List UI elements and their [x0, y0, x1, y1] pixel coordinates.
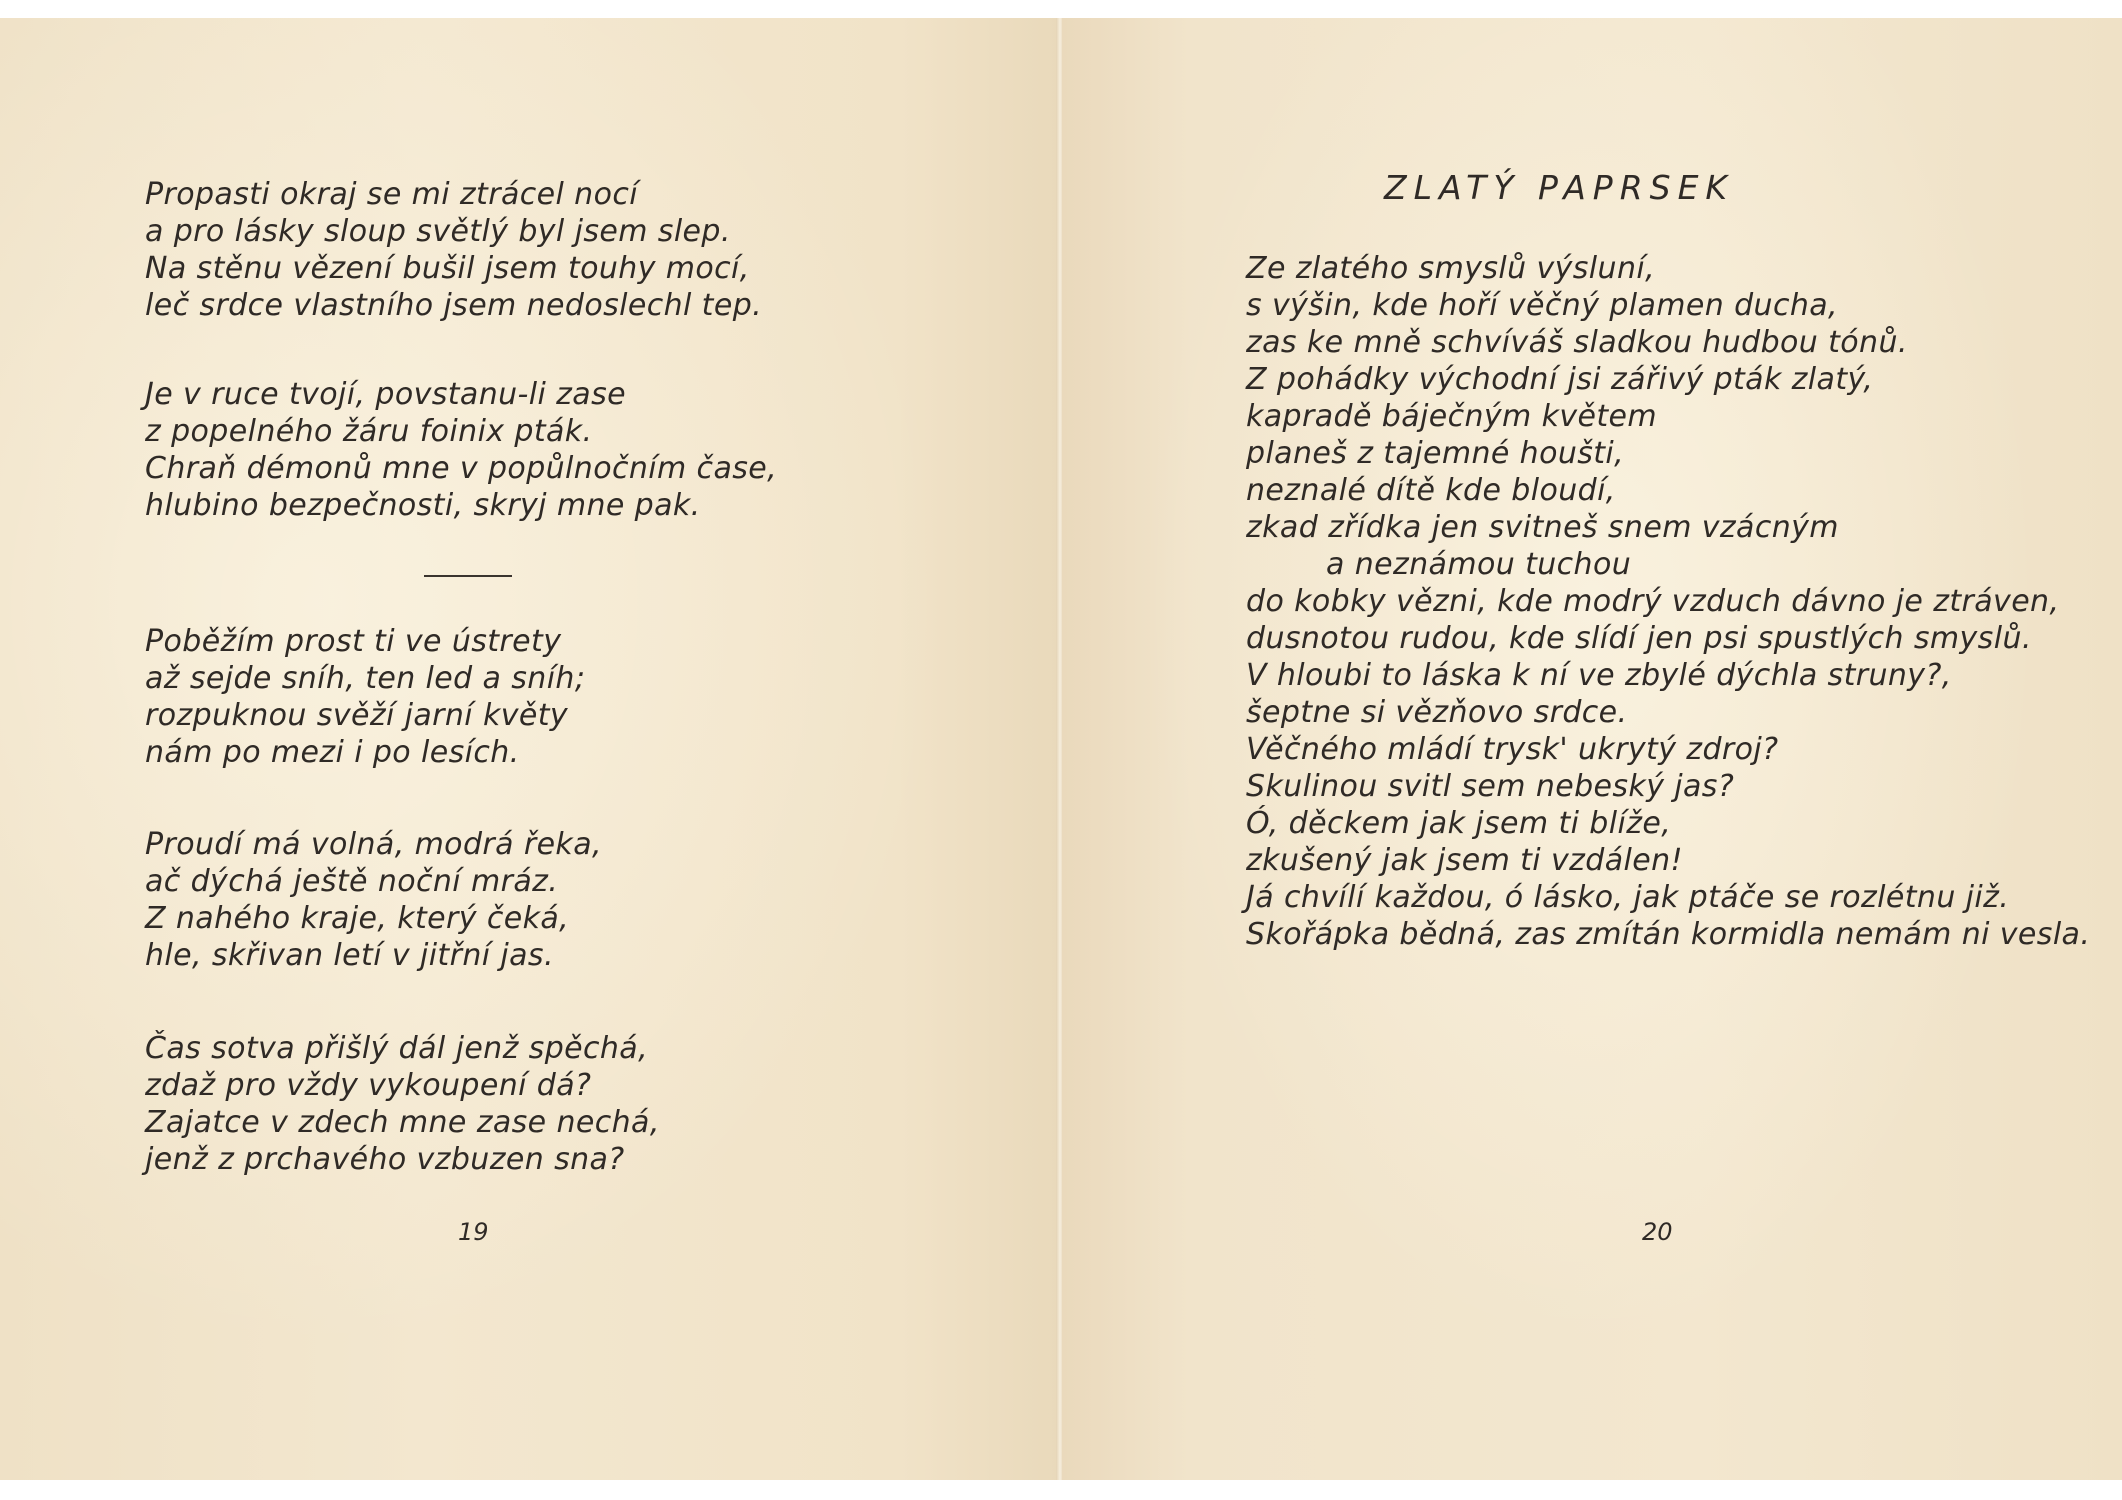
- poem-line: nám po mezi i po lesích.: [145, 735, 520, 770]
- stanza-5: [145, 1030, 660, 1178]
- stanza-3: [145, 623, 585, 771]
- poem-body: [1246, 250, 2090, 953]
- poem-line: z popelného žáru foinix pták.: [145, 414, 593, 449]
- poem-line: kapradě báječným květem: [1246, 399, 1658, 434]
- poem-line: zas ke mně schvíváš sladkou hudbou tónů.: [1246, 325, 1908, 360]
- stanza-2: [145, 376, 777, 524]
- poem-line: Skulinou svitl sem nebeský jas?: [1246, 769, 1735, 804]
- poem-title: ZLATÝ PAPRSEK: [1384, 168, 1735, 207]
- poem-line: Chraň démonů mne v popůlnočním čase,: [145, 451, 778, 486]
- poem-line: Z pohádky východní jsi zářivý pták zlatý,: [1246, 362, 1874, 397]
- poem-line: šeptne si vězňovo srdce.: [1246, 695, 1628, 730]
- stanza-4: [145, 826, 602, 974]
- poem-line: neznalé dítě kde bloudí,: [1246, 473, 1616, 508]
- page-number: 19: [458, 1218, 489, 1246]
- poem-line: hlubino bezpečnosti, skryj mne pak.: [145, 488, 701, 523]
- poem-line: leč srdce vlastního jsem nedoslechl tep.: [145, 288, 763, 323]
- poem-line: zdaž pro vždy vykoupení dá?: [145, 1068, 592, 1103]
- poem-line: Je v ruce tvojí, povstanu-li zase: [145, 377, 626, 412]
- poem-line: Proudí má volná, modrá řeka,: [145, 827, 602, 862]
- poem-line: ač dýchá ještě noční mráz.: [145, 864, 559, 899]
- page-number: 20: [1642, 1218, 1673, 1246]
- poem-line: V hloubi to láska k ní ve zbylé dýchla struny?,: [1246, 658, 1952, 693]
- poem-line: s výšin, kde hoří věčný plamen ducha,: [1246, 288, 1838, 323]
- poem-line: Propasti okraj se mi ztrácel nocí: [145, 177, 638, 212]
- poem-line: zkad zřídka jen svitneš snem vzácným: [1246, 510, 1839, 545]
- poem-line: Skořápka bědná, zas zmítán kormidla nemám ni vesla.: [1246, 917, 2091, 952]
- section-divider: [424, 575, 512, 577]
- right-page: [1062, 18, 2122, 1480]
- poem-line: rozpuknou svěží jarní květy: [145, 698, 569, 733]
- poem-line: Já chvílí každou, ó lásko, jak ptáče se rozlétnu již.: [1246, 880, 2010, 915]
- poem-line: Zajatce v zdech mne zase nechá,: [145, 1105, 660, 1140]
- poem-line: Ó, děckem jak jsem ti blíže,: [1246, 806, 1672, 841]
- poem-line: a pro lásky sloup světlý byl jsem slep.: [145, 214, 731, 249]
- poem-line-indented: a neznámou tuchou: [1326, 547, 1632, 582]
- poem-line: Poběžím prost ti ve ústrety: [145, 624, 562, 659]
- poem-line: Na stěnu vězení bušil jsem touhy mocí,: [145, 251, 750, 286]
- poem-line: Věčného mládí trysk' ukrytý zdroj?: [1246, 732, 1779, 767]
- poem-line: Z nahého kraje, který čeká,: [145, 901, 570, 936]
- poem-line: až sejde sníh, ten led a sníh;: [145, 661, 586, 696]
- left-page: [0, 18, 1058, 1480]
- poem-line: Ze zlatého smyslů výsluní,: [1246, 251, 1656, 286]
- poem-line: hle, skřivan letí v jitřní jas.: [145, 938, 554, 973]
- poem-line: jenž z prchavého vzbuzen sna?: [145, 1142, 625, 1177]
- poem-line: zkušený jak jsem ti vzdálen!: [1246, 843, 1683, 878]
- poem-line: planeš z tajemné houšti,: [1246, 436, 1625, 471]
- poem-line: dusnotou rudou, kde slídí jen psi spustlých smyslů.: [1246, 621, 2032, 656]
- stanza-1: [145, 176, 762, 324]
- poem-line: do kobky vězni, kde modrý vzduch dávno je ztráven,: [1246, 584, 2060, 619]
- poem-line: Čas sotva přišlý dál jenž spěchá,: [145, 1031, 649, 1066]
